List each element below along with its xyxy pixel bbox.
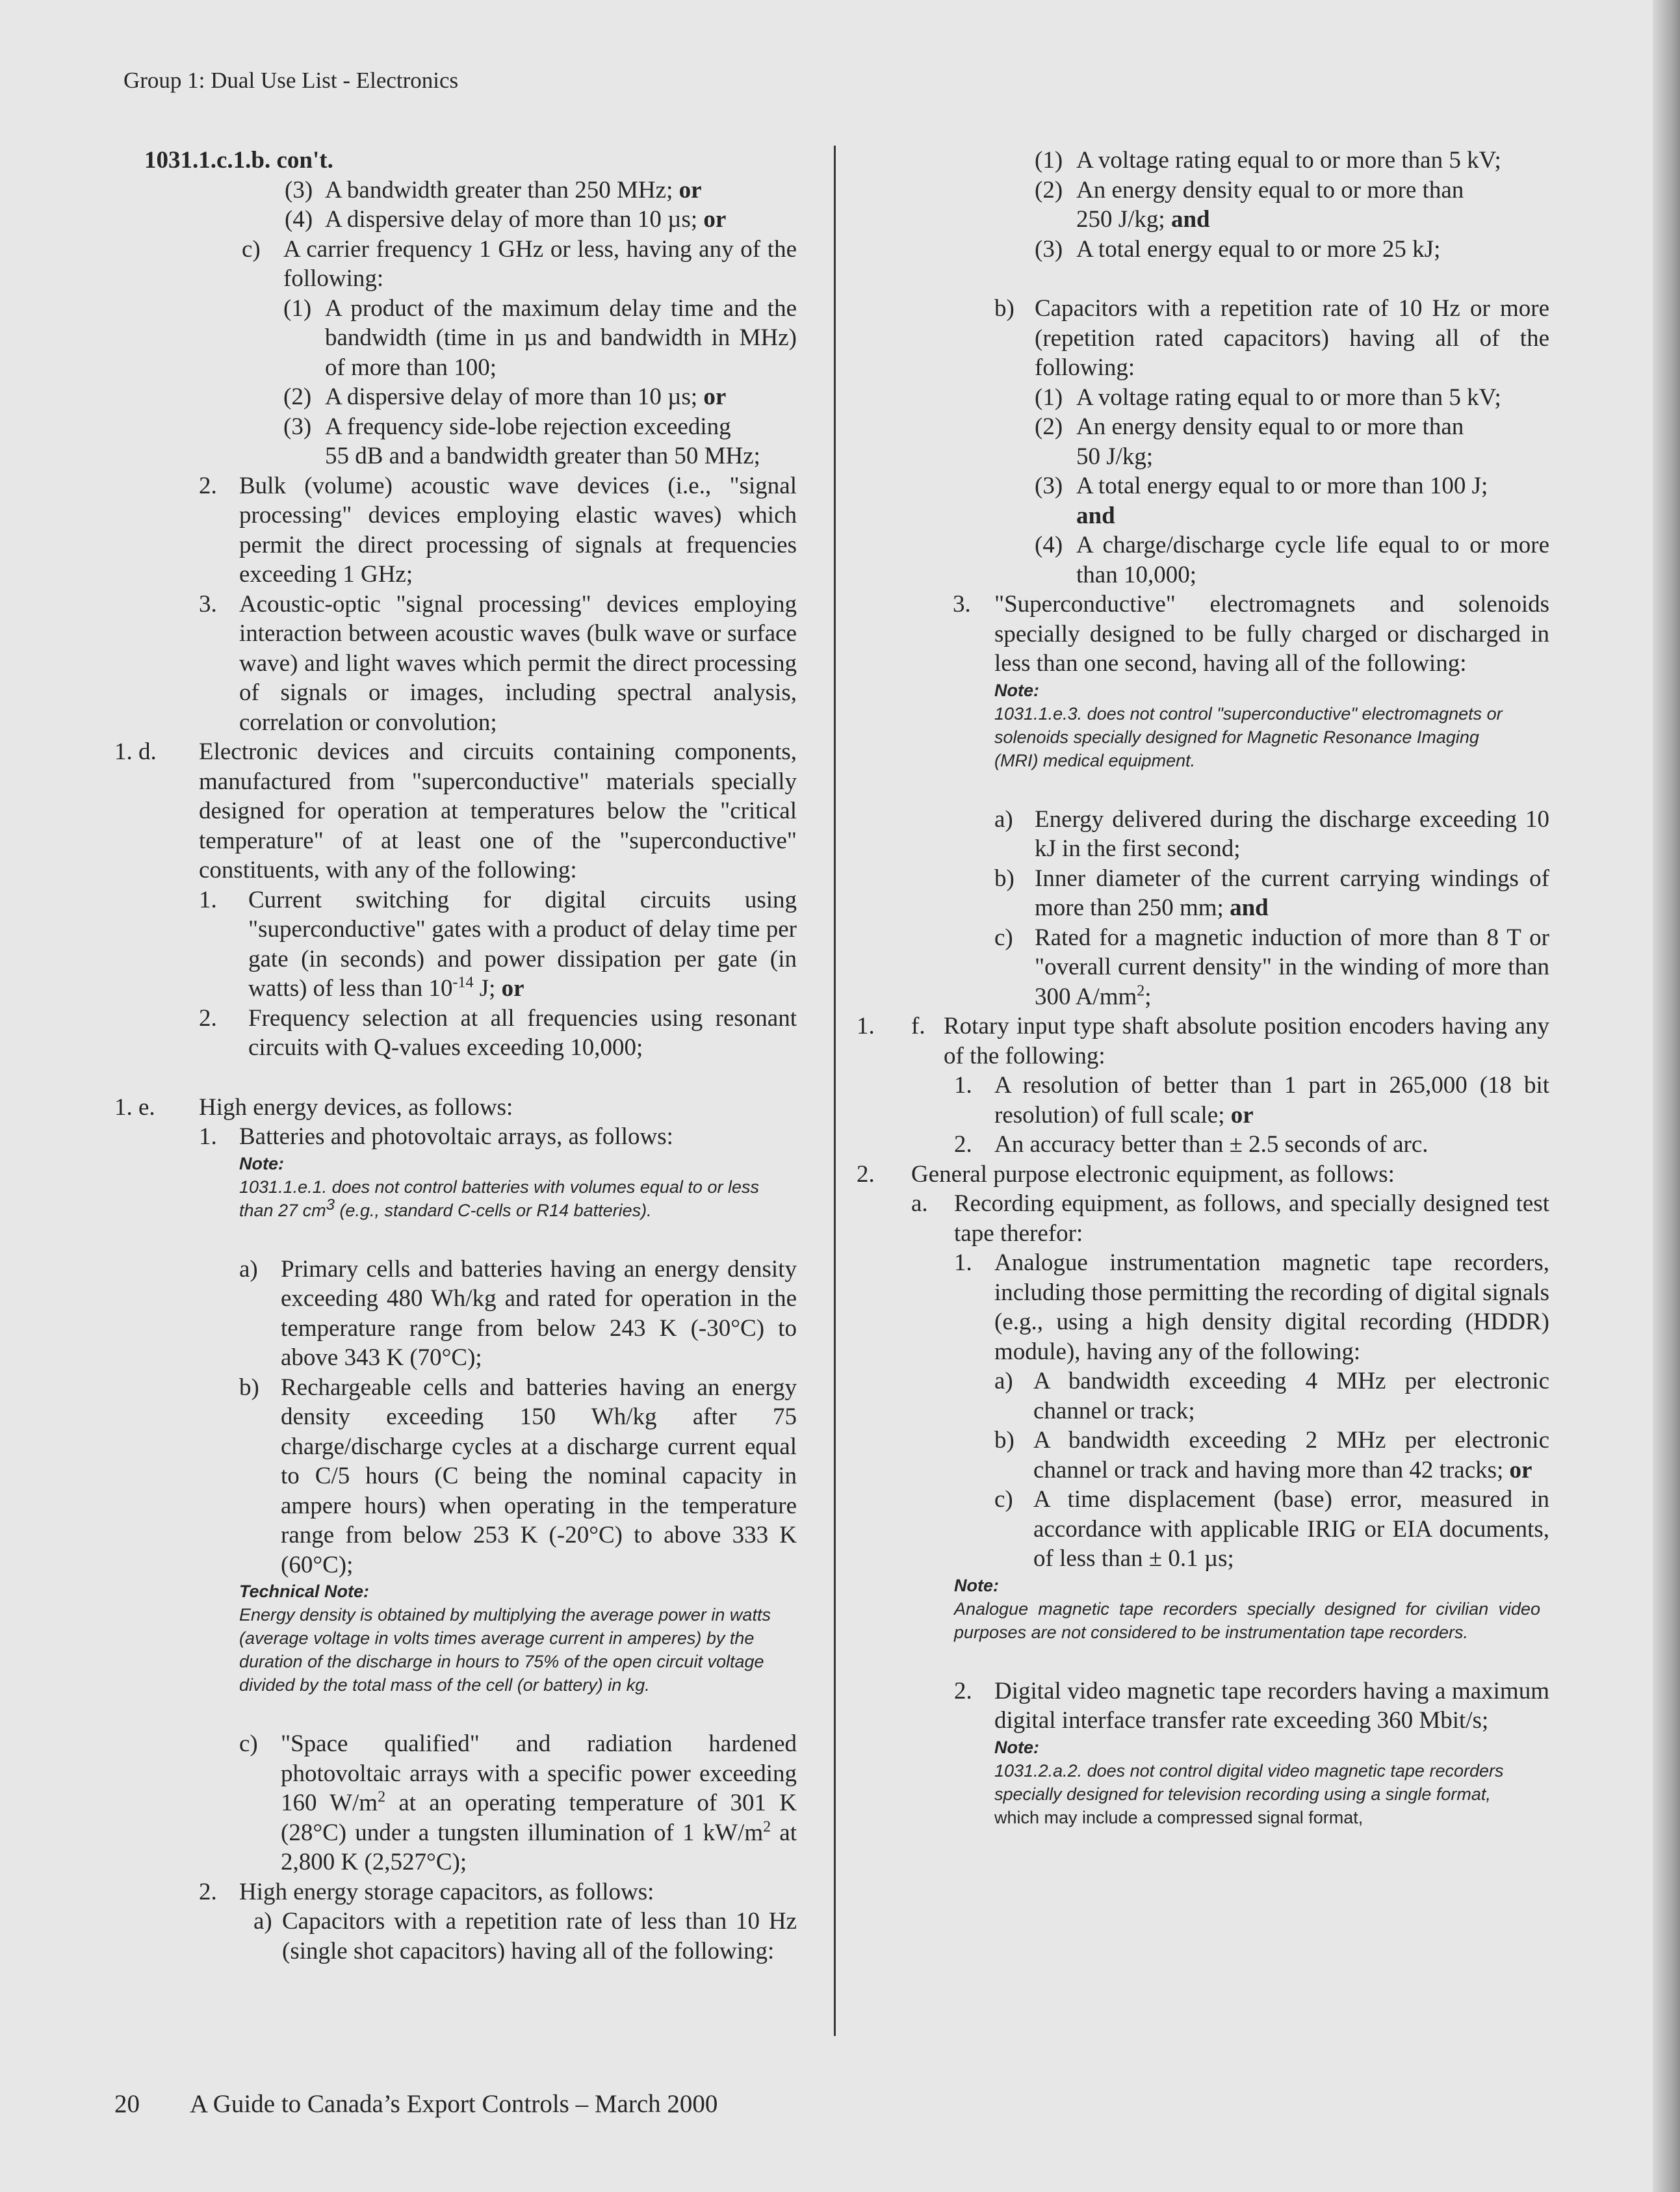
page-edge-shadow [1653,0,1680,2192]
list-item: (2) An energy density equal to or more than [1035,413,1464,440]
list-item: c) A time displacement (base) error, measured in accordance with applicable IRIG or EIA documents, of less than ± 0.1 µs; [994,1486,1549,1572]
note-block: Note: 1031.1.e.3. does not control "superconductive" electromagnets or solenoids specially designed for Magnetic Resonance Imaging (MRI) medical equipment. [994,680,1503,770]
page-footer [114,2089,717,2119]
publication-title: A Guide to Canada’s Export Controls – March 2000 [190,2090,718,2118]
list-item: c) A carrier frequency 1 GHz or less, having any of the following: [242,235,797,292]
continuation-heading: 1031.1.c.1.b. con't. [144,147,333,174]
section-item: 2. General purpose electronic equipment, as follows: [857,1160,1395,1188]
list-item: (1) A voltage rating equal to or more than 5 kV; [1035,147,1501,174]
page-number: 20 [114,2090,140,2118]
list-item: b) Rechargeable cells and batteries having an energy density exceeding 150 Wh/kg after 75 charge/discharge cycles at a discharge current equal to C/5 hours (C being the nominal capacity in ampere hours) when operating in the temperature range from below 253 K (-20°C) to above 333 K (60°C); [239,1374,797,1578]
list-item: 2. Digital video magnetic tape recorders having a maximum digital interface transfer rate exceeding 360 Mbit/s; [954,1677,1549,1734]
list-item-continuation: 55 dB and a bandwidth greater than 50 MHz; [325,443,760,469]
list-item: 3. Acoustic-optic "signal processing" devices employing interaction between acoustic waves (bulk wave or surface wave) and light waves which permit the direct processing of signals or images, including spectral analysis, correlation or convolution; [199,590,797,736]
list-item: 2. Bulk (volume) acoustic wave devices (i.e., "signal processing" devices employing elastic waves) which permit the direct processing of signals at frequencies exceeding 1 GHz; [199,472,797,588]
list-item: (3) A total energy equal to or more than 100 J; and [1035,473,1488,529]
list-item: b) Capacitors with a repetition rate of 10 Hz or more (repetition rated capacitors) having all of the following: [994,295,1549,381]
note-block: Note: 1031.2.a.2. does not control digital video magnetic tape recorders specially designed for television recording using a single format, which may include a compressed signal format, [994,1737,1504,1827]
list-item: (4) A dispersive delay of more than 10 µs; or [285,206,727,233]
list-item: c) "Space qualified" and radiation hardened photovoltaic arrays with a specific power exceeding 160 $W/m^2$ at an operating temperature of 301 K (28°C) under a tungsten illumination of 1 $kW/m^2$ at 2,800 K (2,527°C); [239,1730,797,1875]
running-header: Group 1: Dual Use List - Electronics [123,68,459,93]
list-item: (3) A frequency side-lobe rejection exceeding [283,413,731,440]
section-item: 1. d. Electronic devices and circuits containing components, manufactured from "superconductive" materials specially designed for operation at temperatures below the "critical temperature" of at least one of the "superconductive" constituents, with any of the following: [114,738,797,883]
list-item: 2. High energy storage capacitors, as follows: [199,1878,654,1905]
list-item: (2) A dispersive delay of more than 10 µs; or [283,384,727,410]
list-item: 1. Batteries and photovoltaic arrays, as follows: [199,1123,673,1150]
list-item: c) Rated for a magnetic induction of more than 8 T or "overall current density" in the winding of more than 300 $A/mm^2$; [994,924,1549,1010]
list-item: 1. Analogue instrumentation magnetic tape recorders, including those permitting the recording of digital signals (e.g., using a high density digital recording (HDDR) module), having any of the following: [954,1249,1549,1365]
list-item: 2. Frequency selection at all frequencies using resonant circuits with Q-values exceeding 10,000; [199,1004,797,1061]
list-item: 3. "Superconductive" electromagnets and solenoids specially designed to be fully charged or discharged in less than one second, having all of the following: [953,591,1549,677]
right-column [857,146,1549,1829]
list-item: (3) A bandwidth greater than 250 MHz; or [285,176,702,203]
list-item: a) Capacitors with a repetition rate of less than 10 Hz (single shot capacitors) having all of the following: [253,1908,797,1964]
list-item: a. Recording equipment, as follows, and specially designed test tape therefor: [911,1190,1549,1247]
list-item: 1. Current switching for digital circuits using "superconductive" gates with a product of delay time per gate (in seconds) and power dissipation per gate (in watts) of less than $10^{-14}$ J; or [199,886,797,1002]
list-item: (4) A charge/discharge cycle life equal to or more than 10,000; [1035,532,1549,588]
section-item: 1. e. High energy devices, as follows: [114,1093,513,1121]
list-item: b) Inner diameter of the current carrying windings of more than 250 mm; and [994,865,1549,921]
note-block: Note: 1031.1.e.1. does not control batteries with volumes equal to or less than 27 $cm^3$ (e.g., standard C-cells or R14 batteries). [239,1153,759,1220]
list-item: a) Energy delivered during the discharge exceeding 10 kJ in the first second; [994,805,1549,862]
list-item-continuation: 250 J/kg; and [1076,206,1210,233]
technical-note-block: Technical Note: Energy density is obtained by multiplying the average power in watts (average voltage in volts times average current in amperes) by the duration of the discharge in hours to 75% of the open circuit voltage divided by the total mass of the cell (or battery) in kg. [239,1582,771,1695]
left-column [114,146,797,1966]
note-block: Note: Analogue magnetic tape recorders specially designed for civilian video purposes are not considered to be instrumentation tape recorders. [954,1575,1540,1642]
list-item-continuation: 50 J/kg; [1076,443,1154,470]
list-item: b) A bandwidth exceeding 2 MHz per electronic channel or track and having more than 42 tracks; or [994,1427,1549,1483]
list-item: a) A bandwidth exceeding 4 MHz per electronic channel or track; [994,1368,1549,1424]
list-item: (3) A total energy equal to or more 25 kJ; [1035,235,1441,263]
column-divider [834,146,836,2036]
list-item: 2. An accuracy better than ± 2.5 seconds of arc. [954,1131,1428,1158]
list-item: (1) A voltage rating equal to or more than 5 kV; [1035,384,1501,411]
list-item: (2) An energy density equal to or more than [1035,176,1464,203]
section-item: 1. f. Rotary input type shaft absolute position encoders having any of the following: [857,1013,1549,1069]
list-item: 1. A resolution of better than 1 part in 265,000 (18 bit resolution) of full scale; or [954,1072,1549,1129]
list-item: a) Primary cells and batteries having an energy density exceeding 480 Wh/kg and rated for operation in the temperature range from below 243 K (-30°C) to above 343 K (70°C); [239,1255,797,1371]
list-item: (1) A product of the maximum delay time and the bandwidth (time in µs and bandwidth in MHz) of more than 100; [283,294,797,381]
